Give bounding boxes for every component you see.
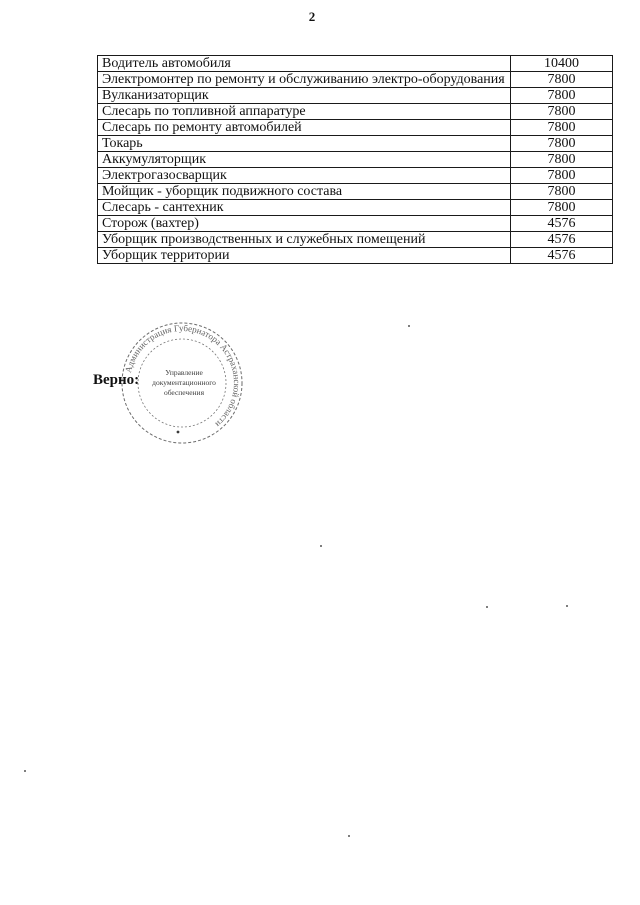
- salary-cell: 7800: [511, 168, 613, 184]
- position-cell: Сторож (вахтер): [98, 216, 511, 232]
- salary-cell: 10400: [511, 56, 613, 72]
- position-cell: Уборщик территории: [98, 248, 511, 264]
- stamp-star-dot: [177, 431, 180, 434]
- stamp-inner-line-3: обеспечения: [163, 388, 205, 397]
- position-cell: Электромонтер по ремонту и обслуживанию электро-оборудования: [98, 72, 511, 88]
- salary-table: [97, 55, 613, 264]
- salary-table-body: [98, 56, 613, 264]
- salary-cell: 4576: [511, 248, 613, 264]
- position-cell: Вулканизаторщик: [98, 88, 511, 104]
- scan-speck: [486, 606, 488, 608]
- table-row: [98, 88, 613, 104]
- table-row: [98, 72, 613, 88]
- table-row: [98, 232, 613, 248]
- salary-cell: 7800: [511, 88, 613, 104]
- scan-speck: [566, 605, 568, 607]
- salary-cell: 4576: [511, 216, 613, 232]
- scan-speck: [24, 770, 26, 772]
- scan-speck: [408, 325, 410, 327]
- scan-speck: [320, 545, 322, 547]
- table-row: [98, 152, 613, 168]
- position-cell: Слесарь по топливной аппаратуре: [98, 104, 511, 120]
- stamp-outer-text: Администрация Губернатора Астраханской области: [123, 322, 243, 430]
- salary-cell: 7800: [511, 152, 613, 168]
- salary-cell: 7800: [511, 200, 613, 216]
- position-cell: Мойщик - уборщик подвижного состава: [98, 184, 511, 200]
- position-cell: Уборщик производственных и служебных помещений: [98, 232, 511, 248]
- salary-cell: 4576: [511, 232, 613, 248]
- table-row: [98, 216, 613, 232]
- table-row: [98, 248, 613, 264]
- table-row: [98, 200, 613, 216]
- position-cell: Водитель автомобиля: [98, 56, 511, 72]
- salary-cell: 7800: [511, 120, 613, 136]
- salary-cell: 7800: [511, 184, 613, 200]
- salary-cell: 7800: [511, 136, 613, 152]
- position-cell: Аккумуляторщик: [98, 152, 511, 168]
- table-row: [98, 136, 613, 152]
- table-row: [98, 56, 613, 72]
- salary-cell: 7800: [511, 72, 613, 88]
- table-row: [98, 184, 613, 200]
- stamp-inner-line-2: документационного: [152, 378, 216, 387]
- stamp-inner-line-1: Управление: [165, 368, 203, 377]
- table-row: [98, 168, 613, 184]
- position-cell: Электрогазосварщик: [98, 168, 511, 184]
- verno-certification-label: Верно:: [93, 372, 140, 388]
- salary-cell: 7800: [511, 104, 613, 120]
- position-cell: Слесарь по ремонту автомобилей: [98, 120, 511, 136]
- position-cell: Токарь: [98, 136, 511, 152]
- table-row: [98, 104, 613, 120]
- scan-speck: [348, 835, 350, 837]
- page-number: 2: [308, 9, 316, 24]
- table-row: [98, 120, 613, 136]
- position-cell: Слесарь - сантехник: [98, 200, 511, 216]
